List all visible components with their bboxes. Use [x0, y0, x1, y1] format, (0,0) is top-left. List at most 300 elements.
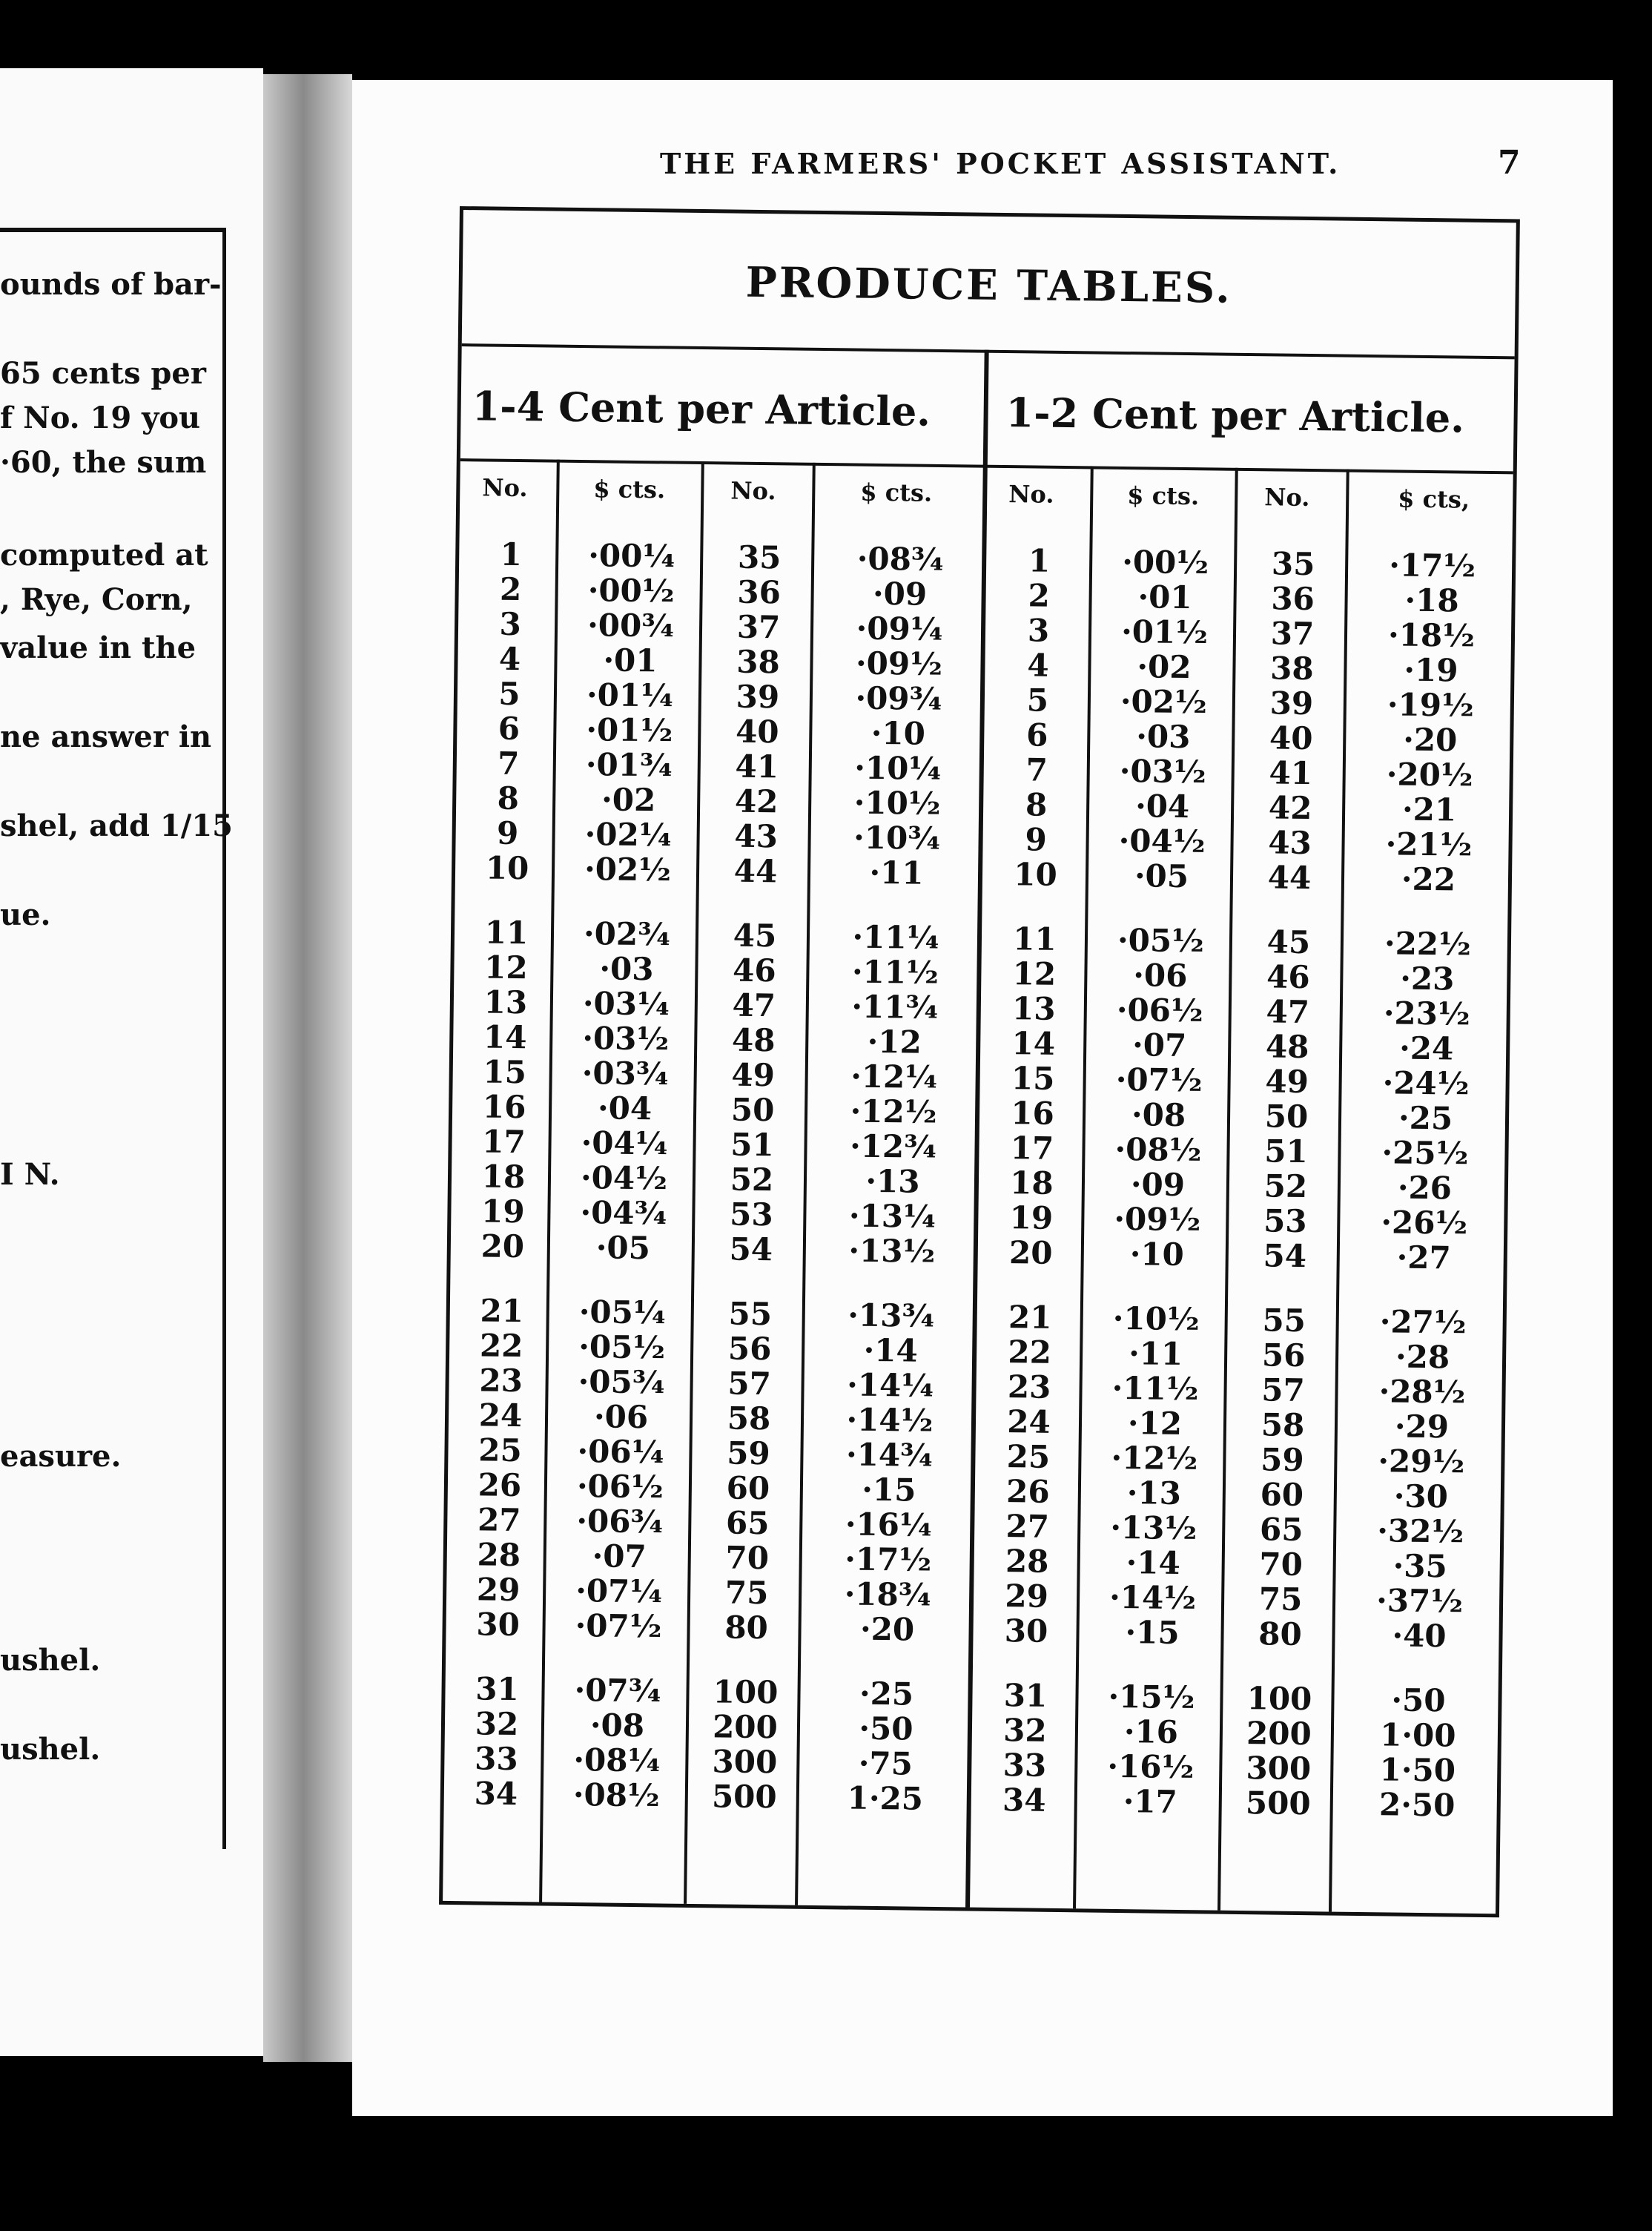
table-cell: ·20: [859, 1610, 915, 1648]
table-cell: ·11¾: [851, 988, 939, 1026]
table-cell: 6: [1025, 716, 1048, 754]
table-cell: ·07¼: [575, 1572, 663, 1610]
table-cell: 32: [475, 1705, 519, 1743]
table-cell: ·06: [1133, 957, 1188, 995]
table-cell: ·17½: [845, 1540, 932, 1578]
table-cell: 5: [1026, 682, 1049, 719]
table-cell: ·03: [1135, 718, 1191, 756]
table-cell: 200: [712, 1708, 779, 1746]
table-cell: ·19: [1404, 651, 1458, 689]
table-cell: 33: [1002, 1747, 1047, 1784]
table-cell: 35: [737, 538, 782, 576]
table-cell: ·01½: [586, 711, 673, 749]
table-cell: 1: [500, 535, 523, 573]
table-cell: ·04: [597, 1090, 652, 1127]
table-cell: 20: [1008, 1234, 1053, 1271]
block-gap: [813, 1646, 961, 1677]
table-cell: ·20½: [1386, 756, 1473, 794]
table-cell: 23: [479, 1362, 523, 1400]
table-cell: 59: [1260, 1441, 1304, 1479]
table-cell: ·03½: [1119, 752, 1206, 791]
table-cell: 2: [499, 570, 522, 608]
table-cell: 22: [1008, 1334, 1052, 1371]
table-cell: ·07: [592, 1538, 647, 1575]
number-column: [982, 543, 1083, 1818]
table-cell: ·02½: [584, 851, 672, 889]
table-cell: 1·00: [1379, 1716, 1456, 1754]
table-cell: ·04¾: [580, 1194, 667, 1232]
table-cell: 28: [1005, 1543, 1049, 1580]
table-cell: ·35: [1392, 1547, 1448, 1585]
table-cell: 26: [1005, 1473, 1050, 1510]
table-cell: ·15½: [1108, 1678, 1195, 1716]
table-cell: 39: [1269, 685, 1314, 722]
table-cell: ·00½: [587, 572, 675, 610]
table-cell: ·15: [862, 1471, 916, 1509]
table-cell: 47: [732, 986, 776, 1024]
table-cell: 7: [1025, 751, 1048, 788]
table-cell: ·12: [867, 1023, 922, 1061]
table-cell: ·16¼: [845, 1506, 933, 1543]
table-cell: 46: [732, 952, 776, 989]
table-cell: 56: [727, 1330, 772, 1368]
table-cell: ·01: [603, 642, 658, 679]
table-cell: 44: [1267, 859, 1312, 897]
table-cell: 9: [1025, 821, 1048, 858]
table-cell: ·09¾: [855, 679, 942, 717]
table-cell: 42: [734, 782, 779, 820]
table-cell: ·14: [863, 1331, 919, 1369]
table-cell: ·09¼: [856, 610, 943, 648]
table-cell: ·03¼: [582, 985, 670, 1023]
table-cell: ·24½: [1382, 1064, 1470, 1102]
table-cell: 54: [729, 1230, 773, 1268]
table-cell: 17: [482, 1123, 526, 1161]
table-cell: 57: [727, 1365, 772, 1403]
table-cell: ·00¼: [588, 537, 675, 575]
table-cell: 65: [725, 1504, 770, 1542]
table-cell: ·06¾: [576, 1503, 664, 1540]
table-cell: ·05: [595, 1229, 651, 1267]
block-gap: [1095, 1271, 1217, 1302]
table-cell: ·08: [1131, 1096, 1186, 1134]
table-cell: 75: [1258, 1581, 1303, 1618]
table-cell: 300: [712, 1743, 778, 1781]
table-cell: ·21½: [1385, 825, 1473, 863]
table-cell: ·14¼: [846, 1366, 934, 1404]
table-cell: 19: [480, 1193, 525, 1230]
table-cell: ·16½: [1107, 1747, 1195, 1786]
table-cell: ·07½: [575, 1607, 662, 1645]
table-cell: ·11¼: [852, 918, 939, 956]
left-page-line: f No. 19 you: [0, 401, 201, 435]
block-gap: [983, 1648, 1068, 1678]
table-cell: ·04: [1134, 788, 1190, 825]
block-gap: [988, 1270, 1073, 1300]
table-cell: 36: [737, 573, 782, 611]
table-cell: ·05¾: [578, 1363, 665, 1401]
table-cell: ·50: [1391, 1681, 1446, 1719]
table-cell: ·29: [1394, 1408, 1450, 1446]
table-cell: 23: [1007, 1368, 1051, 1406]
table-cell: 45: [733, 917, 777, 955]
table-cell: 41: [735, 748, 779, 785]
table-cell: 70: [1259, 1546, 1304, 1584]
table-cell: 48: [1265, 1028, 1309, 1066]
left-page-line: ounds of bar-: [0, 267, 222, 302]
block-gap: [1235, 1651, 1324, 1681]
number-column: [459, 536, 549, 1811]
table-cell: 500: [1245, 1785, 1311, 1822]
block-gap: [817, 1268, 965, 1299]
block-gap: [822, 889, 970, 920]
table-cell: 40: [735, 713, 779, 751]
left-page-line: easure.: [0, 1439, 122, 1474]
table-cell: 11: [1012, 920, 1057, 958]
table-cell: ·11½: [1111, 1369, 1199, 1408]
table-cell: 37: [736, 608, 781, 646]
table-cell: ·22: [1401, 860, 1456, 898]
left-page-line: ·60, the sum: [0, 445, 207, 480]
block-gap: [1351, 1274, 1496, 1305]
table-cell: ·50: [859, 1710, 913, 1747]
table-cell: 11: [484, 914, 529, 952]
table-cell: ·07½: [1115, 1061, 1203, 1099]
table-cell: ·18½: [1387, 616, 1476, 654]
table-cell: 58: [1261, 1406, 1305, 1444]
table-cell: 55: [728, 1295, 773, 1333]
number-column: [1233, 546, 1338, 1821]
table-cell: 6: [498, 710, 521, 748]
table-cell: ·24: [1398, 1029, 1454, 1067]
table-cell: ·06: [593, 1398, 649, 1436]
table-cell: 20: [480, 1227, 525, 1265]
table-cell: 13: [1011, 990, 1056, 1027]
column-header-dollars-cents: $ cts.: [593, 475, 666, 504]
left-page-line: ue.: [0, 897, 51, 932]
table-cell: ·05¼: [578, 1294, 667, 1331]
column-header-number: No.: [730, 476, 776, 506]
table-cell: ·10¼: [854, 749, 942, 787]
table-cell: ·09½: [855, 645, 943, 682]
table-cell: ·25½: [1381, 1134, 1469, 1172]
table-cell: 8: [1025, 786, 1048, 823]
block-gap: [460, 1641, 535, 1672]
table-title: PRODUCE TABLES.: [745, 257, 1233, 313]
table-cell: ·14½: [1109, 1578, 1197, 1617]
block-gap: [1355, 896, 1500, 927]
table-cell: 14: [483, 1018, 527, 1056]
book-gutter: [263, 74, 352, 2062]
table-cell: 27: [477, 1501, 521, 1539]
table-cell: 27: [1005, 1508, 1050, 1545]
table-cell: 8: [497, 780, 520, 817]
table-cell: ·04¼: [581, 1124, 668, 1162]
table-cell: ·25: [859, 1675, 914, 1713]
table-cell: ·04½: [1118, 822, 1206, 860]
table-cell: ·09: [872, 575, 928, 613]
block-gap: [1244, 894, 1333, 925]
table-cell: ·09½: [1114, 1200, 1201, 1239]
table-cell: 1: [1028, 542, 1051, 579]
table-cell: 34: [474, 1775, 518, 1813]
table-cell: ·11½: [851, 953, 939, 991]
table-cell: 32: [1002, 1712, 1047, 1749]
table-cell: ·13½: [1110, 1509, 1197, 1547]
table-cell: ·15: [1125, 1614, 1180, 1651]
table-cell: 10: [485, 849, 529, 887]
table-cell: ·11: [1128, 1335, 1183, 1373]
table-cell: 7: [497, 745, 520, 782]
table-cell: 200: [1246, 1715, 1312, 1753]
table-cell: ·13: [1126, 1474, 1182, 1512]
page-number: 7: [1498, 144, 1521, 182]
table-cell: ·12: [1127, 1405, 1183, 1443]
table-cell: ·09: [1130, 1166, 1186, 1204]
table-cell: ·14: [1126, 1544, 1181, 1582]
block-gap: [1240, 1273, 1329, 1303]
table-cell: 55: [1262, 1302, 1306, 1339]
price-column: [811, 541, 975, 1816]
table-cell: 34: [1002, 1782, 1046, 1819]
table-cell: ·29½: [1378, 1443, 1465, 1480]
table-cell: ·04½: [580, 1159, 668, 1197]
table-cell: 16: [1011, 1095, 1055, 1132]
table-cell: ·10¾: [853, 819, 941, 857]
table-cell: 38: [1269, 650, 1314, 688]
table-cell: ·13¾: [848, 1296, 935, 1334]
table-cell: 500: [711, 1778, 777, 1816]
table-cell: 46: [1266, 958, 1310, 996]
table-cell: ·08½: [572, 1776, 661, 1814]
left-page-line: computed at: [0, 538, 208, 573]
table-cell: ·32½: [1377, 1512, 1464, 1550]
block-gap: [710, 888, 799, 918]
table-cell: ·75: [858, 1744, 913, 1782]
table-cell: ·16: [1123, 1713, 1179, 1750]
table-cell: ·03¾: [581, 1055, 669, 1093]
table-cell: 75: [724, 1574, 769, 1612]
block-gap: [1100, 893, 1222, 924]
table-cell: ·23: [1400, 960, 1455, 998]
table-cell: 17: [1010, 1130, 1054, 1167]
table-cell: 49: [731, 1056, 776, 1094]
table-cell: ·10½: [853, 784, 941, 822]
table-cell: ·02: [601, 781, 656, 819]
table-cell: 47: [1266, 993, 1310, 1031]
block-gap: [465, 1263, 539, 1294]
table-cell: 43: [734, 817, 779, 855]
table-cell: ·19½: [1387, 686, 1475, 724]
table-cell: ·11: [869, 854, 924, 892]
table-cell: 54: [1263, 1237, 1307, 1275]
table-cell: ·02: [1137, 648, 1192, 686]
table-cell: ·08¾: [856, 540, 944, 579]
column-header-number: No.: [1264, 483, 1310, 513]
table-cell: ·05½: [1117, 921, 1205, 960]
column-header-dollars-cents: $ cts.: [860, 478, 933, 507]
table-cell: ·06½: [576, 1468, 664, 1506]
table-cell: 70: [725, 1539, 770, 1577]
table-cell: 53: [1263, 1202, 1307, 1240]
table-cell: ·12¼: [850, 1058, 938, 1095]
table-cell: ·26: [1397, 1169, 1453, 1207]
table-cell: ·25: [1398, 1099, 1453, 1137]
section-label-quarter-cent: 1-4 Cent per Article.: [472, 382, 931, 435]
column-header-dollars-cents: $ cts.: [1127, 481, 1200, 511]
table-cell: 16: [482, 1088, 526, 1126]
table-cell: 59: [726, 1434, 771, 1472]
table-cell: ·03: [599, 950, 654, 988]
left-page-line: ne answer in: [0, 719, 212, 754]
table-cell: 26: [478, 1466, 522, 1504]
table-cell: ·28: [1395, 1338, 1450, 1376]
block-gap: [706, 1266, 795, 1296]
table-cell: ·01½: [1120, 613, 1209, 651]
table-cell: ·01: [1137, 579, 1192, 616]
table-cell: 80: [1258, 1615, 1303, 1653]
table-cell: 21: [1008, 1299, 1052, 1336]
table-cell: 51: [730, 1126, 775, 1164]
table-cell: 33: [474, 1740, 518, 1778]
table-cell: 60: [726, 1469, 770, 1507]
table-cell: ·22½: [1384, 925, 1472, 963]
table-cell: 56: [1261, 1337, 1306, 1374]
table-cell: ·12½: [1111, 1439, 1198, 1477]
table-cell: ·10: [870, 714, 926, 752]
table-cell: 21: [480, 1292, 524, 1330]
table-cell: 38: [736, 643, 781, 681]
table-cell: 35: [1271, 545, 1315, 583]
table-cell: ·02¼: [584, 816, 672, 854]
block-gap: [992, 892, 1077, 922]
table-cell: ·10½: [1112, 1299, 1200, 1338]
table-cell: ·18¾: [844, 1575, 931, 1613]
table-cell: 50: [1264, 1098, 1309, 1136]
table-cell: ·08¼: [573, 1741, 661, 1779]
table-cell: 13: [483, 983, 528, 1021]
table-cell: ·26½: [1381, 1204, 1468, 1242]
table-cell: ·20: [1402, 721, 1458, 759]
table-cell: 58: [727, 1400, 771, 1437]
table-cell: ·07¾: [574, 1672, 661, 1710]
table-cell: 24: [478, 1397, 523, 1434]
table-cell: 65: [1259, 1511, 1304, 1549]
table-cell: ·06¼: [577, 1433, 664, 1471]
left-page-line: ushel.: [0, 1643, 101, 1678]
left-page-line: ushel.: [0, 1732, 101, 1767]
table-cell: 9: [496, 814, 519, 852]
left-page-line: I N.: [0, 1157, 60, 1192]
table-cell: 12: [483, 949, 528, 986]
block-gap: [561, 1265, 684, 1296]
table-cell: ·02½: [1120, 682, 1208, 721]
table-cell: 40: [1269, 719, 1313, 757]
table-cell: 53: [729, 1196, 773, 1233]
block-gap: [566, 886, 688, 917]
table-cell: ·21: [1401, 791, 1457, 828]
table-cell: ·27½: [1379, 1303, 1467, 1341]
table-cell: ·37½: [1375, 1582, 1464, 1620]
produce-table: [439, 206, 1520, 1917]
table-cell: 50: [730, 1091, 775, 1129]
table-cell: 12: [1012, 955, 1057, 992]
table-cell: 100: [713, 1673, 779, 1711]
price-column: [1344, 547, 1504, 1823]
table-cell: 2·50: [1378, 1786, 1456, 1824]
table-cell: ·06½: [1116, 991, 1204, 1029]
block-gap: [1091, 1650, 1213, 1681]
table-cell: ·30: [1393, 1477, 1449, 1515]
table-cell: 30: [1004, 1612, 1048, 1650]
table-cell: 1·25: [847, 1779, 924, 1817]
table-cell: 29: [476, 1571, 521, 1609]
table-cell: 300: [1246, 1750, 1312, 1787]
table-cell: 41: [1269, 754, 1313, 792]
table-cell: ·23½: [1383, 995, 1471, 1032]
table-cell: ·14½: [846, 1401, 934, 1439]
table-cell: ·13¼: [848, 1197, 936, 1235]
table-cell: ·28½: [1378, 1373, 1466, 1411]
table-cell: ·00¾: [587, 607, 675, 645]
running-head: THE FARMERS' POCKET ASSISTANT.: [660, 147, 1341, 180]
table-cell: 24: [1007, 1403, 1051, 1440]
table-cell: 2: [1028, 577, 1051, 614]
table-cell: 14: [1011, 1025, 1056, 1062]
price-column: [1089, 544, 1227, 1820]
table-cell: 15: [1011, 1060, 1055, 1097]
table-cell: 10: [1014, 856, 1058, 893]
table-cell: 1·50: [1379, 1751, 1456, 1789]
table-cell: 51: [1263, 1133, 1309, 1170]
table-cell: 60: [1260, 1476, 1304, 1514]
table-cell: 42: [1268, 789, 1312, 827]
table-cell: ·27: [1396, 1239, 1452, 1276]
table-cell: 36: [1271, 580, 1315, 618]
table-cell: 25: [478, 1431, 523, 1469]
block-gap: [1347, 1652, 1491, 1684]
table-cell: ·17: [1123, 1783, 1178, 1820]
left-page-line: 65 cents per: [0, 356, 206, 391]
table-cell: ·17½: [1388, 547, 1476, 584]
table-cell: ·08½: [1114, 1130, 1202, 1169]
table-cell: 37: [1270, 615, 1315, 653]
table-cell: 3: [499, 605, 522, 643]
block-gap: [469, 885, 543, 915]
table-cell: ·14¾: [845, 1436, 934, 1474]
table-cell: ·01¾: [585, 746, 673, 784]
table-cell: 57: [1261, 1371, 1306, 1409]
table-cell: ·08: [589, 1707, 645, 1744]
table-cell: 31: [475, 1670, 520, 1708]
block-gap: [557, 1643, 679, 1674]
table-cell: 5: [498, 675, 521, 713]
table-cell: 18: [481, 1158, 526, 1196]
table-cell: 30: [476, 1606, 521, 1644]
table-cell: 4: [498, 640, 521, 678]
table-cell: ·12¾: [849, 1127, 937, 1165]
table-cell: 3: [1027, 612, 1050, 649]
table-cell: 25: [1006, 1438, 1051, 1475]
column-header-dollars-cents: $ cts,: [1398, 484, 1470, 514]
section-label-half-cent: 1-2 Cent per Article.: [1005, 389, 1465, 442]
table-cell: 80: [724, 1609, 769, 1647]
table-cell: 15: [483, 1053, 527, 1091]
table-cell: 44: [733, 852, 778, 890]
table-cell: 43: [1268, 824, 1312, 862]
table-cell: ·13½: [848, 1232, 936, 1270]
left-page-line: shel, add 1/15: [0, 808, 233, 843]
